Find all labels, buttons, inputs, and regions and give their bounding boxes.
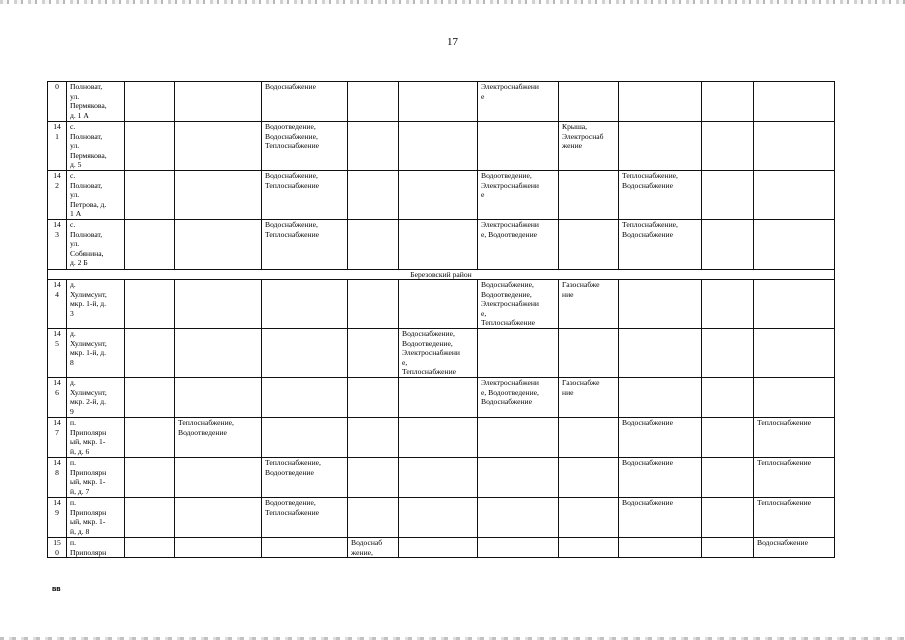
cell-line: Водоснаб: [351, 538, 383, 547]
cell-line: с.: [70, 122, 76, 131]
cell-line: п.: [70, 538, 76, 547]
work-type-cell: [702, 122, 754, 171]
work-type-cell: [619, 538, 702, 558]
cell-line: Приполярн: [70, 507, 107, 517]
work-type-cell: [478, 220, 559, 270]
work-type-cell: [125, 220, 175, 270]
row-number-cell: [48, 122, 67, 171]
scan-artifact-top: [0, 0, 905, 4]
work-type-cell: [262, 122, 348, 171]
cell-line: ул.: [70, 91, 80, 101]
work-type-cell: [619, 280, 702, 329]
cell-line: 9: [70, 406, 74, 416]
work-type-cell: [125, 458, 175, 498]
cell-line: Хулимсунт,: [70, 289, 107, 299]
cell-line: Полноват,: [70, 180, 103, 190]
work-type-cell: [399, 538, 478, 558]
cell-line: д. 1 А: [70, 110, 89, 120]
table-row: [48, 122, 835, 171]
cell-line: Полноват,: [70, 82, 103, 91]
work-type-cell: [262, 498, 348, 538]
cell-line: Электроснабжени: [481, 220, 539, 229]
table-row: [48, 458, 835, 498]
work-type-cell: [478, 498, 559, 538]
cell-line: ул.: [70, 141, 80, 151]
cell-line: Электроснабжени: [402, 348, 460, 358]
cell-line: Теплоснабжение: [757, 418, 812, 427]
cell-line: е: [481, 190, 485, 200]
cell-line: 14: [53, 220, 61, 229]
cell-line: Водоснабжение: [622, 458, 673, 467]
cell-line: Водоотведение,: [481, 289, 532, 299]
cell-line: Теплоснабжение,: [622, 171, 678, 180]
cell-line: Теплоснабжение,: [265, 458, 321, 467]
work-type-cell: [175, 498, 262, 538]
cell-line: Полноват,: [70, 131, 103, 141]
cell-line: е,: [481, 308, 487, 318]
work-type-cell: [262, 378, 348, 418]
work-type-cell: [702, 458, 754, 498]
work-type-cell: [399, 418, 478, 458]
work-type-cell: [125, 82, 175, 122]
cell-line: Водоотведение,: [265, 498, 316, 507]
cell-line: Водоснабжение,: [402, 329, 455, 338]
cell-line: 14: [53, 280, 61, 289]
work-type-cell: [559, 458, 619, 498]
cell-line: 4: [55, 289, 59, 299]
work-type-cell: [125, 280, 175, 329]
work-type-cell: [348, 122, 399, 171]
cell-line: ул.: [70, 239, 80, 249]
address-cell: [67, 378, 125, 418]
work-type-cell: [754, 498, 835, 538]
table-row: [48, 220, 835, 270]
work-type-cell: [754, 458, 835, 498]
work-type-cell: [478, 171, 559, 220]
cell-line: Теплоснабжение: [265, 507, 320, 517]
work-type-cell: [559, 122, 619, 171]
work-type-cell: [399, 220, 478, 270]
cell-line: 7: [55, 427, 59, 437]
cell-line: 6: [55, 387, 59, 397]
cell-line: с.: [70, 171, 76, 180]
work-type-cell: [348, 378, 399, 418]
cell-line: Теплоснабжение,: [622, 220, 678, 229]
address-cell: [67, 82, 125, 122]
cell-line: Газоснабже: [562, 280, 600, 289]
table-row: [48, 171, 835, 220]
cell-line: Электроснабжени: [481, 180, 539, 190]
work-type-cell: [348, 280, 399, 329]
cell-line: 14: [53, 498, 61, 507]
work-type-cell: [559, 329, 619, 378]
cell-line: е, Водоотведение,: [481, 387, 539, 397]
cell-line: Водоснабжение,: [265, 131, 318, 141]
cell-line: 14: [53, 122, 61, 131]
cell-line: 8: [70, 357, 74, 367]
row-number-cell: [48, 498, 67, 538]
cell-line: 9: [55, 507, 59, 517]
cell-line: 8: [55, 467, 59, 477]
cell-line: й, д. 7: [70, 486, 90, 496]
cell-line: Водоснабжение,: [265, 220, 318, 229]
work-type-cell: [399, 458, 478, 498]
work-type-cell: [262, 171, 348, 220]
cell-line: 14: [53, 418, 61, 427]
work-type-cell: [175, 538, 262, 558]
work-type-cell: [702, 171, 754, 220]
cell-line: ый, мкр. 1-: [70, 437, 106, 447]
cell-line: е: [481, 91, 485, 101]
cell-line: Электроснабжени: [481, 378, 539, 387]
cell-line: 14: [53, 329, 61, 338]
cell-line: Собянина,: [70, 248, 104, 258]
row-number-cell: [48, 171, 67, 220]
work-type-cell: [702, 329, 754, 378]
cell-line: Водоотведение,: [481, 171, 532, 180]
cell-line: Полноват,: [70, 229, 103, 239]
cell-line: 5: [55, 338, 59, 348]
cell-line: мкр. 1-й, д.: [70, 299, 107, 309]
work-type-cell: [175, 458, 262, 498]
work-type-cell: [348, 171, 399, 220]
cell-line: 0: [55, 82, 59, 91]
cell-line: Водоснабжение: [622, 229, 673, 239]
work-type-cell: [754, 329, 835, 378]
work-type-cell: [348, 418, 399, 458]
work-type-cell: [619, 329, 702, 378]
row-number-cell: [48, 418, 67, 458]
cell-line: Водоснабжение: [265, 82, 316, 91]
cell-line: с.: [70, 220, 76, 229]
cell-line: Водоотведение: [178, 427, 227, 437]
row-number-cell: [48, 280, 67, 329]
work-type-cell: [619, 122, 702, 171]
cell-line: Петрова, д.: [70, 199, 107, 209]
cell-line: ние: [562, 289, 574, 299]
cell-line: Электроснабжени: [481, 299, 539, 309]
work-type-cell: [175, 171, 262, 220]
work-type-cell: [348, 538, 399, 558]
cell-line: п.: [70, 458, 76, 467]
work-type-cell: [559, 538, 619, 558]
cell-line: Приполярн: [70, 427, 107, 437]
cell-line: 14: [53, 171, 61, 180]
cell-line: ул.: [70, 190, 80, 200]
address-cell: [67, 418, 125, 458]
work-type-cell: [559, 378, 619, 418]
cell-line: 1 А: [70, 209, 82, 219]
cell-line: 3: [55, 229, 59, 239]
address-cell: [67, 458, 125, 498]
work-type-cell: [125, 171, 175, 220]
cell-line: Теплоснабжение: [265, 229, 320, 239]
work-type-cell: [175, 220, 262, 270]
cell-line: Водоотведение: [265, 467, 314, 477]
work-type-cell: [478, 280, 559, 329]
work-type-cell: [175, 329, 262, 378]
work-type-cell: [399, 280, 478, 329]
work-type-cell: [478, 458, 559, 498]
work-type-cell: [262, 280, 348, 329]
cell-line: Водоотведение,: [265, 122, 316, 131]
work-type-cell: [175, 418, 262, 458]
address-cell: [67, 329, 125, 378]
cell-line: 1: [55, 131, 59, 141]
district-row: [48, 270, 835, 280]
work-type-cell: [348, 329, 399, 378]
work-type-cell: [348, 458, 399, 498]
work-type-cell: [175, 122, 262, 171]
work-type-cell: [754, 538, 835, 558]
work-type-cell: [619, 458, 702, 498]
work-type-cell: [754, 122, 835, 171]
work-type-cell: [754, 378, 835, 418]
work-type-cell: [478, 122, 559, 171]
cell-line: Хулимсунт,: [70, 338, 107, 348]
footer-mark: вв: [52, 586, 61, 593]
cell-line: д. 5: [70, 160, 82, 170]
work-type-cell: [125, 498, 175, 538]
work-type-cell: [619, 498, 702, 538]
cell-line: Водоснабжение: [622, 180, 673, 190]
work-type-cell: [175, 378, 262, 418]
cell-line: е, Водоотведение: [481, 229, 538, 239]
cell-line: 3: [70, 308, 74, 318]
cell-line: Водоснабжение: [757, 538, 808, 547]
cell-line: Газоснабже: [562, 378, 600, 387]
cell-line: 2: [55, 180, 59, 190]
row-number-cell: [48, 458, 67, 498]
cell-line: д.: [70, 329, 76, 338]
cell-line: Водоснабжение: [622, 418, 673, 427]
work-type-cell: [399, 498, 478, 538]
cell-line: Водоснабжение,: [265, 171, 318, 180]
work-type-cell: [125, 378, 175, 418]
table-row: [48, 378, 835, 418]
work-type-cell: [125, 329, 175, 378]
cell-line: Крыша,: [562, 122, 588, 131]
cell-line: 0: [55, 547, 59, 557]
cell-line: ый, мкр. 1-: [70, 517, 106, 527]
table-row: [48, 329, 835, 378]
work-type-cell: [399, 171, 478, 220]
row-number-cell: [48, 329, 67, 378]
work-type-cell: [702, 418, 754, 458]
work-type-cell: [478, 329, 559, 378]
work-type-cell: [125, 538, 175, 558]
cell-line: Водоснабжение: [622, 498, 673, 507]
work-type-cell: [754, 171, 835, 220]
cell-line: Теплоснабжение: [757, 498, 812, 507]
work-type-cell: [702, 280, 754, 329]
cell-line: д.: [70, 280, 76, 289]
cell-line: Хулимсунт,: [70, 387, 107, 397]
table-row: [48, 280, 835, 329]
address-cell: [67, 171, 125, 220]
work-type-cell: [125, 122, 175, 171]
address-cell: [67, 280, 125, 329]
work-type-cell: [262, 418, 348, 458]
cell-line: Теплоснабжение,: [178, 418, 234, 427]
cell-line: ый, мкр. 1-: [70, 477, 106, 487]
work-type-cell: [399, 122, 478, 171]
cell-line: жение: [562, 141, 583, 151]
cell-line: Электроснабжени: [481, 82, 539, 91]
row-number-cell: [48, 378, 67, 418]
work-type-cell: [619, 378, 702, 418]
cell-line: Водоснабжение: [481, 397, 532, 407]
work-type-cell: [619, 171, 702, 220]
cell-line: Теплоснабжение: [402, 367, 457, 377]
work-type-cell: [559, 418, 619, 458]
cell-line: Водоотведение,: [402, 338, 453, 348]
work-type-cell: [399, 378, 478, 418]
cell-line: мкр. 2-й, д.: [70, 397, 107, 407]
work-type-cell: [559, 82, 619, 122]
cell-line: мкр. 1-й, д.: [70, 348, 107, 358]
cell-line: 14: [53, 458, 61, 467]
row-number-cell: [48, 538, 67, 558]
cell-line: Теплоснабжение: [265, 141, 320, 151]
cell-line: е,: [402, 357, 408, 367]
work-type-cell: [619, 418, 702, 458]
work-type-cell: [348, 82, 399, 122]
cell-line: Электроснаб: [562, 131, 604, 141]
work-type-cell: [702, 220, 754, 270]
table-row: [48, 418, 835, 458]
work-type-cell: [262, 538, 348, 558]
address-cell: [67, 122, 125, 171]
work-type-cell: [559, 220, 619, 270]
cell-line: п.: [70, 498, 76, 507]
work-type-cell: [478, 538, 559, 558]
repair-schedule-table: [47, 81, 835, 558]
cell-line: д.: [70, 378, 76, 387]
cell-line: 14: [53, 378, 61, 387]
district-heading: Березовский район: [48, 270, 835, 280]
cell-line: Пермякова,: [70, 101, 107, 111]
cell-line: Пермякова,: [70, 150, 107, 160]
work-type-cell: [399, 329, 478, 378]
table-row: [48, 82, 835, 122]
work-type-cell: [702, 378, 754, 418]
work-type-cell: [478, 378, 559, 418]
work-type-cell: [754, 418, 835, 458]
cell-line: Приполярн: [70, 547, 107, 557]
work-type-cell: [702, 498, 754, 538]
work-type-cell: [262, 220, 348, 270]
work-type-cell: [754, 82, 835, 122]
cell-line: Теплоснабжение: [481, 318, 536, 328]
table-row: [48, 538, 835, 558]
cell-line: й, д. 8: [70, 526, 90, 536]
address-cell: [67, 538, 125, 558]
work-type-cell: [262, 82, 348, 122]
cell-line: д. 2 Б: [70, 258, 88, 268]
work-type-cell: [175, 280, 262, 329]
address-cell: [67, 498, 125, 538]
cell-line: 15: [53, 538, 61, 547]
work-type-cell: [559, 171, 619, 220]
work-type-cell: [619, 82, 702, 122]
work-type-cell: [348, 220, 399, 270]
cell-line: ние: [562, 387, 574, 397]
cell-line: Теплоснабжение: [265, 180, 320, 190]
cell-line: жение,: [351, 547, 373, 557]
work-type-cell: [559, 280, 619, 329]
work-type-cell: [702, 82, 754, 122]
work-type-cell: [754, 220, 835, 270]
address-cell: [67, 220, 125, 270]
cell-line: Приполярн: [70, 467, 107, 477]
work-type-cell: [702, 538, 754, 558]
cell-line: Водоснабжение,: [481, 280, 534, 289]
row-number-cell: [48, 220, 67, 270]
cell-line: п.: [70, 418, 76, 427]
work-type-cell: [348, 498, 399, 538]
work-type-cell: [399, 82, 478, 122]
work-type-cell: [262, 458, 348, 498]
row-number-cell: [48, 82, 67, 122]
work-type-cell: [478, 418, 559, 458]
cell-line: Теплоснабжение: [757, 458, 812, 467]
cell-line: й, д. 6: [70, 446, 90, 456]
work-type-cell: [125, 418, 175, 458]
page-number: 17: [447, 36, 458, 48]
work-type-cell: [262, 329, 348, 378]
table-row: [48, 498, 835, 538]
work-type-cell: [478, 82, 559, 122]
work-type-cell: [175, 82, 262, 122]
work-type-cell: [754, 280, 835, 329]
work-type-cell: [559, 498, 619, 538]
work-type-cell: [619, 220, 702, 270]
